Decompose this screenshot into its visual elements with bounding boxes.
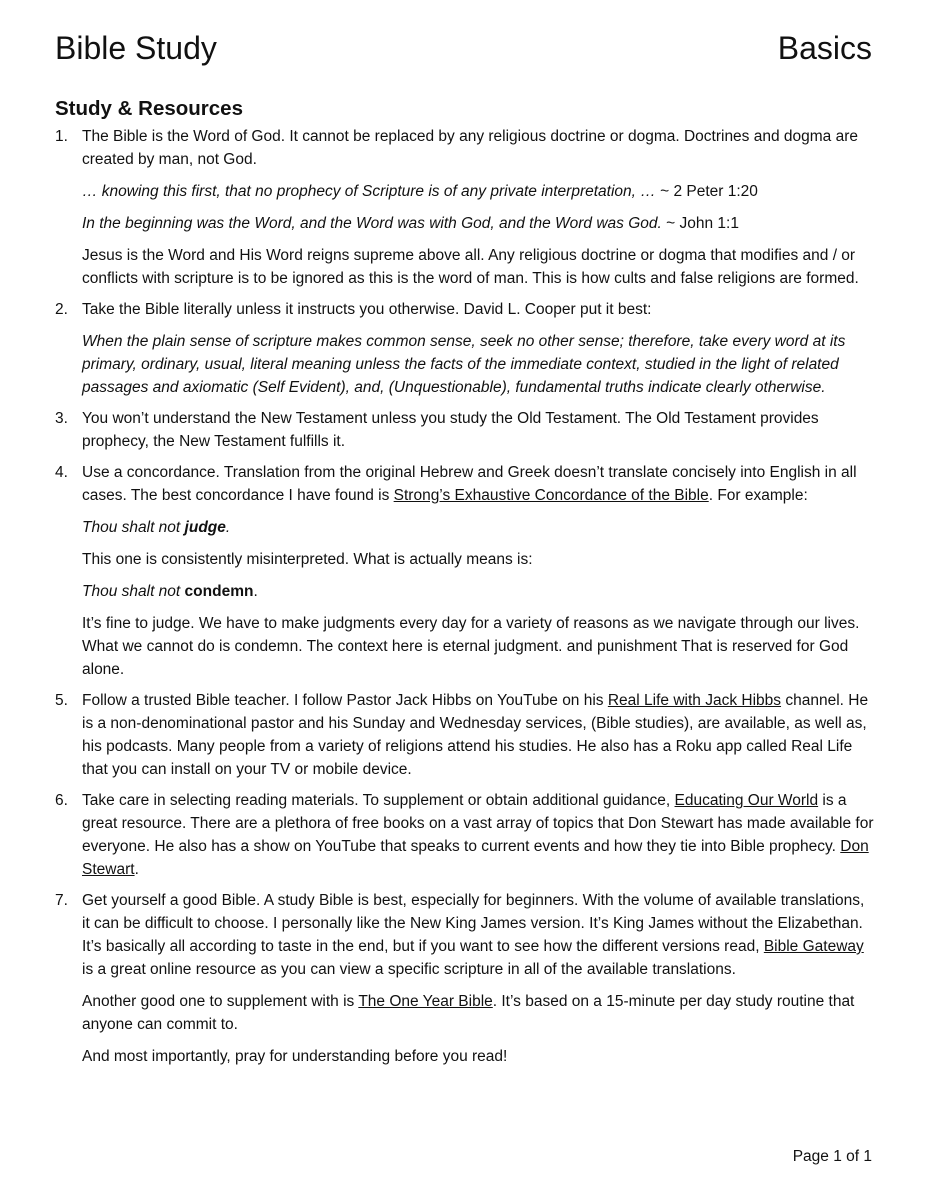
list-number: 3. [55, 410, 68, 427]
text-run: . [253, 583, 258, 600]
text-run: is a great online resource as you can view a specific scripture in all of the available translations. [82, 961, 736, 978]
list-item-2 [55, 298, 875, 399]
document-body [55, 97, 875, 1076]
paragraph [82, 689, 875, 781]
text-run: Get yourself a good Bible. A study Bible is best, especially for beginners. With the volume of available translations, it can be difficult to choose. I personally like the New King James version. It’s King James without the Elizabethan. It’s basically all according to taste in the end, but if you want to see how the different versions read, [82, 892, 865, 955]
paragraph [82, 789, 875, 881]
document-title: Bible Study [55, 30, 217, 66]
numbered-list [55, 125, 875, 1068]
list-item-3 [55, 407, 875, 453]
paragraph: You won’t understand the New Testament unless you study the Old Testament. The Old Testament provides prophecy, the New Testament fulfills it. [82, 410, 819, 450]
list-number: 2. [55, 301, 68, 318]
list-item-1 [55, 125, 875, 290]
section-title: Study & Resources [55, 97, 243, 120]
page-number: Page 1 of 1 [792, 1148, 872, 1165]
scripture-quote [82, 212, 875, 235]
list-item-4 [55, 461, 875, 681]
text-run: Use a concordance. Translation from the original Hebrew and Greek doesn’t translate concisely into English in all cases. The best concordance I have found is [82, 464, 857, 504]
document-category: Basics [777, 30, 872, 66]
scripture-quote [82, 180, 875, 203]
don-stewart-link[interactable]: Don Stewart [82, 838, 869, 878]
text-run: . For example: [708, 487, 808, 504]
list-item-6 [55, 789, 875, 881]
text-run: Another good one to supplement with is [82, 993, 359, 1010]
list-number: 5. [55, 692, 68, 709]
quote-reference: ~ John 1:1 [661, 215, 739, 232]
text-run: . It’s based on a 15-minute per day study routine that anyone can commit to. [82, 993, 855, 1033]
quote-reference: ~ 2 Peter 1:20 [655, 183, 758, 200]
text-run: is a great resource. There are a plethora of free books on a vast array of topics that Don Stewart has made available for everyone. He also has a show on YouTube that speaks to current events and how they tie into Bible prophecy. [82, 792, 874, 855]
strongs-concordance-link[interactable]: Strong’s Exhaustive Concordance of the Bible [393, 487, 709, 504]
list-item-7 [55, 889, 875, 1068]
emphasis-word: judge [184, 519, 226, 536]
text-run: Follow a trusted Bible teacher. I follow Pastor Jack Hibbs on YouTube on his [82, 692, 608, 709]
paragraph: Jesus is the Word and His Word reigns supreme above all. Any religious doctrine or dogma that modifies and / or conflicts with scripture is to be ignored as this is the word of man. This is how cults and false religions are formed. [82, 247, 859, 287]
paragraph [82, 889, 875, 981]
educating-our-world-link[interactable]: Educating Our World [674, 792, 819, 809]
paragraph: It’s fine to judge. We have to make judgments every day for a variety of reasons as we navigate through our lives. What we cannot do is condemn. The context here is eternal judgment. and punishment That is reserved for God alone. [82, 615, 860, 678]
text-run: . [225, 519, 231, 536]
example-quote [82, 516, 875, 539]
list-number: 1. [55, 128, 68, 145]
bible-gateway-link[interactable]: Bible Gateway [763, 938, 864, 955]
emphasis-word: condemn [184, 583, 254, 600]
paragraph [82, 461, 875, 507]
cooper-quote: When the plain sense of scripture makes common sense, seek no other sense; therefore, take every word at its primary, ordinary, usual, literal meaning unless the facts of the immediate context, studied in the light of related passages and axiomatic (Self Evident), and, (Unquestionable), fundamental truths indicate clearly otherwise. [82, 333, 846, 396]
quote-text: In the beginning was the Word, and the Word was with God, and the Word was God. [82, 215, 662, 232]
text-run: Thou shalt not [82, 583, 185, 600]
list-item-5 [55, 689, 875, 781]
paragraph: The Bible is the Word of God. It cannot be replaced by any religious doctrine or dogma. Doctrines and dogma are created by man, not God. [82, 128, 859, 168]
text-run: Thou shalt not [82, 519, 185, 536]
example-quote [82, 580, 875, 603]
paragraph: This one is consistently misinterpreted. What is actually means is: [82, 551, 533, 568]
quote-text: … knowing this first, that no prophecy of Scripture is of any private interpretation, … [82, 183, 656, 200]
paragraph: Take the Bible literally unless it instructs you otherwise. David L. Cooper put it best: [82, 301, 652, 318]
list-number: 6. [55, 792, 68, 809]
real-life-jack-hibbs-link[interactable]: Real Life with Jack Hibbs [607, 692, 782, 709]
list-number: 4. [55, 464, 68, 481]
paragraph [82, 990, 875, 1036]
page-header [55, 30, 872, 74]
text-run: channel. He is a non-denominational pastor and his Sunday and Wednesday services, (Bible studies), are available, as well as, his podcasts. Many people from a variety of religions attend his studies. He also has a Roku app called Real Life that you can install on your TV or mobile device. [82, 692, 869, 778]
paragraph: And most importantly, pray for understanding before you read! [82, 1048, 508, 1065]
one-year-bible-link[interactable]: The One Year Bible [358, 993, 493, 1010]
text-run: Take care in selecting reading materials. To supplement or obtain additional guidance, [82, 792, 675, 809]
list-number: 7. [55, 892, 68, 909]
text-run: . [134, 861, 139, 878]
